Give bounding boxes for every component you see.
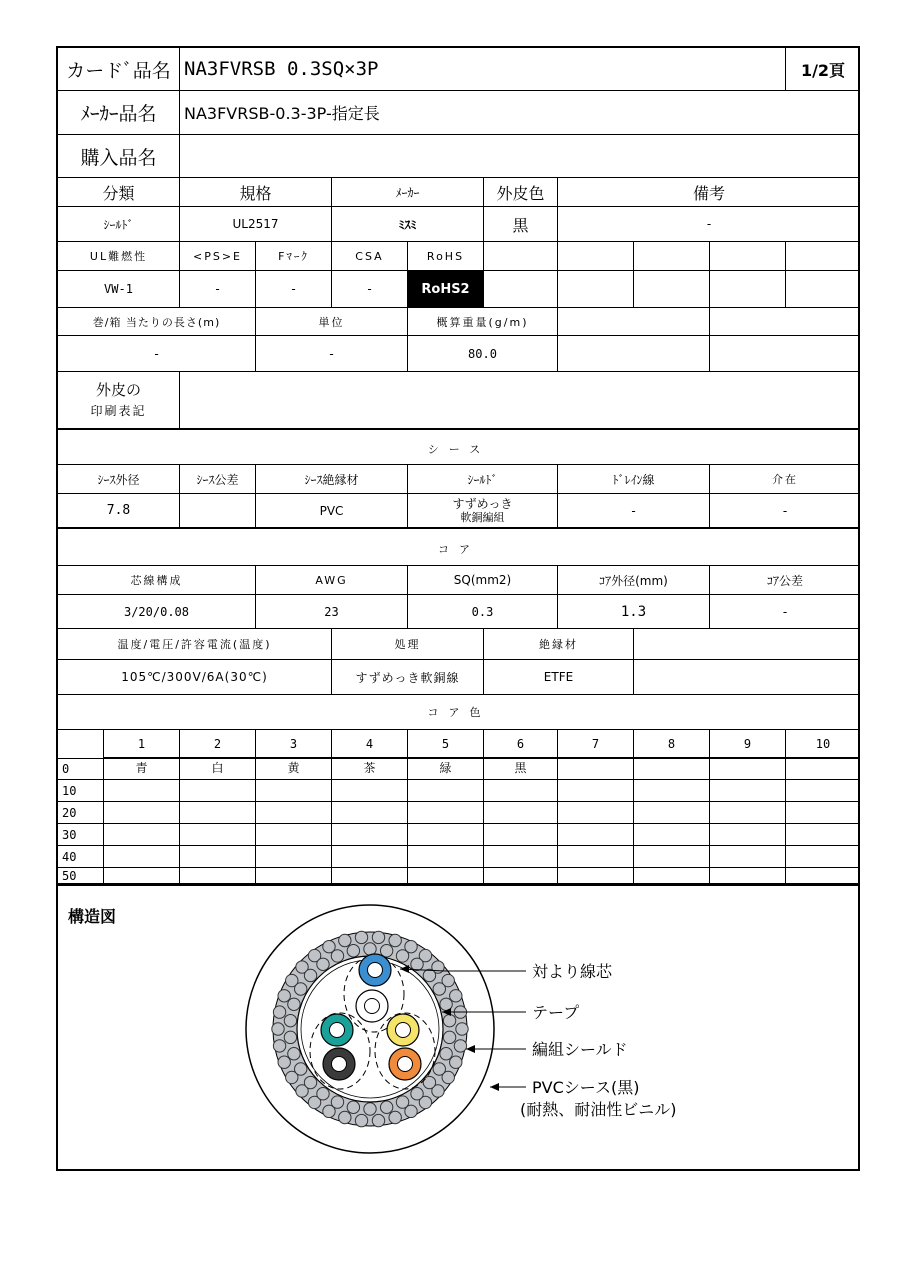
core-value-od: 1.3 bbox=[558, 595, 710, 629]
class-header-maker: ﾒｰｶｰ bbox=[332, 178, 484, 207]
diagram-label-2: テープ bbox=[532, 1003, 580, 1022]
sheath-value-insulation: PVC bbox=[256, 494, 408, 529]
core-header-strand: 芯線構成 bbox=[58, 566, 256, 595]
braid-strand bbox=[443, 1014, 455, 1026]
core-color-cell bbox=[332, 846, 408, 868]
purchase-name-label: 購入品名 bbox=[58, 135, 180, 178]
braid-strand bbox=[423, 1076, 435, 1088]
braid-strand bbox=[372, 1114, 384, 1126]
core-header-sq: SQ(mm2) bbox=[408, 566, 558, 595]
core-color-cell bbox=[180, 868, 256, 884]
cert-value-empty-3 bbox=[634, 271, 710, 308]
core-blue-conductor bbox=[368, 963, 383, 978]
braid-strand bbox=[396, 1096, 408, 1108]
braid-strand bbox=[273, 1040, 285, 1052]
length-header-per-box: 巻/箱 当たりの長さ(m) bbox=[58, 308, 256, 336]
braid-strand bbox=[278, 990, 290, 1002]
core-color-cell bbox=[786, 780, 860, 802]
core-yellow-conductor bbox=[396, 1023, 411, 1038]
core-color-cell: 白 bbox=[180, 759, 256, 780]
cert-value-fmark: - bbox=[256, 271, 332, 308]
braid-strand bbox=[317, 958, 329, 970]
core-color-cell bbox=[104, 846, 180, 868]
sheath-value-filler: - bbox=[710, 494, 860, 529]
sheath-value-tolerance bbox=[180, 494, 256, 529]
core-color-cell: 茶 bbox=[332, 759, 408, 780]
core-color-cell: 青 bbox=[104, 759, 180, 780]
braid-strand bbox=[411, 958, 423, 970]
core-color-cell bbox=[558, 824, 634, 846]
length-header-empty-2 bbox=[710, 308, 860, 336]
core-color-column-8: 8 bbox=[634, 730, 710, 759]
core-color-cell: 黄 bbox=[256, 759, 332, 780]
braid-strand bbox=[443, 1031, 455, 1043]
print-marking-label-line2: 印刷表記 bbox=[90, 404, 147, 418]
class-value-remarks: - bbox=[558, 207, 860, 242]
leader-arrow bbox=[490, 1083, 499, 1091]
print-marking-label bbox=[58, 372, 180, 430]
core-color-cell: 黒 bbox=[484, 759, 558, 780]
grid-bottom-rule bbox=[58, 884, 860, 886]
core-color-cell bbox=[408, 846, 484, 868]
core-header-insulation: 絶縁材 bbox=[484, 629, 634, 660]
cert-header-empty-4 bbox=[710, 242, 786, 271]
core-color-cell bbox=[180, 824, 256, 846]
sheath-header-drain: ﾄﾞﾚｲﾝ線 bbox=[558, 465, 710, 494]
core-header-awg: AWG bbox=[256, 566, 408, 595]
class-value-category: ｼｰﾙﾄﾞ bbox=[58, 207, 180, 242]
core-color-column-2: 2 bbox=[180, 730, 256, 759]
core-color-column-9: 9 bbox=[710, 730, 786, 759]
core-color-cell bbox=[634, 824, 710, 846]
core-color-cell bbox=[104, 824, 180, 846]
core-color-cell bbox=[710, 802, 786, 824]
core-color-cell bbox=[408, 824, 484, 846]
core-color-row-label-40: 40 bbox=[58, 846, 104, 868]
core-color-cell bbox=[256, 846, 332, 868]
core-value-insulation: ETFE bbox=[484, 660, 634, 695]
core-color-row-label-0: 0 bbox=[58, 759, 104, 780]
sheath-title: シース bbox=[58, 434, 860, 465]
cable-cross-section-diagram bbox=[58, 884, 858, 1171]
core-color-cell bbox=[558, 846, 634, 868]
core-color-cell bbox=[484, 868, 558, 884]
sheath-header-insulation: ｼｰｽ絶縁材 bbox=[256, 465, 408, 494]
core-color-cell bbox=[256, 780, 332, 802]
braid-strand bbox=[450, 1056, 462, 1068]
rohs2-badge: RoHS2 bbox=[408, 271, 484, 308]
core-color-cell bbox=[256, 868, 332, 884]
cert-value-empty-4 bbox=[710, 271, 786, 308]
length-value-weight: 80.0 bbox=[408, 336, 558, 372]
braid-strand bbox=[331, 950, 343, 962]
page-number: 1/2頁 bbox=[786, 48, 860, 91]
class-header-standard: 規格 bbox=[180, 178, 332, 207]
core-color-cell bbox=[180, 846, 256, 868]
braid-strand bbox=[423, 969, 435, 981]
purchase-name-value bbox=[180, 135, 860, 178]
core-color-cell bbox=[634, 759, 710, 780]
core-color-cell bbox=[484, 846, 558, 868]
core-color-cell bbox=[634, 802, 710, 824]
sheath-header-shield: ｼｰﾙﾄﾞ bbox=[408, 465, 558, 494]
braid-strand bbox=[317, 1088, 329, 1100]
length-header-unit: 単位 bbox=[256, 308, 408, 336]
braid-strand bbox=[364, 943, 376, 955]
braid-strand bbox=[273, 1006, 285, 1018]
core-color-cell bbox=[104, 802, 180, 824]
core-color-cell bbox=[408, 780, 484, 802]
core-color-row-label-10: 10 bbox=[58, 780, 104, 802]
core-color-cell: 緑 bbox=[408, 759, 484, 780]
cert-value-csa: - bbox=[332, 271, 408, 308]
class-value-color: 黒 bbox=[484, 207, 558, 242]
core-color-cell bbox=[332, 780, 408, 802]
core-color-cell bbox=[786, 759, 860, 780]
core-color-cell bbox=[332, 802, 408, 824]
core-value-sq: 0.3 bbox=[408, 595, 558, 629]
core-value-tolerance: - bbox=[710, 595, 860, 629]
braid-strand bbox=[272, 1023, 284, 1035]
core-value-rating: 105℃/300V/6A(30℃) bbox=[58, 660, 332, 695]
core-color-row-label-20: 20 bbox=[58, 802, 104, 824]
core-color-cell bbox=[710, 780, 786, 802]
cert-value-empty-5 bbox=[786, 271, 860, 308]
length-value-unit: - bbox=[256, 336, 408, 372]
braid-strand bbox=[284, 1031, 296, 1043]
braid-strand bbox=[284, 1014, 296, 1026]
print-marking-label-line1: 外皮の bbox=[95, 381, 141, 399]
spec-sheet bbox=[56, 46, 860, 1171]
sheath-value-shield-line2: 軟銅編組 bbox=[460, 510, 505, 524]
core-color-cell bbox=[634, 780, 710, 802]
core-color-cell bbox=[332, 824, 408, 846]
sheath-value-od: 7.8 bbox=[58, 494, 180, 529]
braid-strand bbox=[364, 1103, 376, 1115]
core-header-tolerance: ｺｱ公差 bbox=[710, 566, 860, 595]
core-color-cell bbox=[558, 780, 634, 802]
braid-strand bbox=[288, 998, 300, 1010]
length-value-per-box: - bbox=[58, 336, 256, 372]
core-color-column-4: 4 bbox=[332, 730, 408, 759]
sheath-header-tolerance: ｼｰｽ公差 bbox=[180, 465, 256, 494]
core-header-treatment: 処理 bbox=[332, 629, 484, 660]
core-green-conductor bbox=[330, 1023, 345, 1038]
diagram-label-3: 編組シールド bbox=[532, 1040, 628, 1059]
core-color-cell bbox=[710, 824, 786, 846]
core-color-cell bbox=[104, 780, 180, 802]
core-color-cell bbox=[634, 846, 710, 868]
cert-header-empty-5 bbox=[786, 242, 860, 271]
core-color-cell bbox=[786, 802, 860, 824]
core-color-row-label-50: 50 bbox=[58, 868, 104, 884]
length-value-empty-1 bbox=[558, 336, 710, 372]
core-color-column-6: 6 bbox=[484, 730, 558, 759]
core-color-cell bbox=[256, 802, 332, 824]
braid-strand bbox=[304, 1076, 316, 1088]
braid-strand bbox=[433, 983, 445, 995]
braid-strand bbox=[433, 1063, 445, 1075]
braid-strand bbox=[339, 1111, 351, 1123]
core-color-row-label-30: 30 bbox=[58, 824, 104, 846]
braid-strand bbox=[440, 1048, 452, 1060]
core-color-cell bbox=[558, 802, 634, 824]
core-color-column-3: 3 bbox=[256, 730, 332, 759]
braid-strand bbox=[389, 1111, 401, 1123]
core-color-cell bbox=[408, 868, 484, 884]
braid-strand bbox=[339, 934, 351, 946]
braid-strand bbox=[304, 969, 316, 981]
maker-name-label: ﾒｰｶｰ品名 bbox=[58, 91, 180, 135]
core-color-cell bbox=[484, 802, 558, 824]
braid-strand bbox=[396, 950, 408, 962]
class-header-remarks: 備考 bbox=[558, 178, 860, 207]
cert-header-csa: CSA bbox=[332, 242, 408, 271]
core-color-cell bbox=[484, 780, 558, 802]
cert-header-empty-2 bbox=[558, 242, 634, 271]
core-black-conductor bbox=[332, 1057, 347, 1072]
class-header-category: 分類 bbox=[58, 178, 180, 207]
length-header-empty-1 bbox=[558, 308, 710, 336]
cert-header-rohs: RoHS bbox=[408, 242, 484, 271]
braid-strand bbox=[450, 990, 462, 1002]
core-header-rating: 温度/電圧/許容電流(温度) bbox=[58, 629, 332, 660]
cert-header-pse: <PS>E bbox=[180, 242, 256, 271]
core-value-strand: 3/20/0.08 bbox=[58, 595, 256, 629]
cert-header-empty-1 bbox=[484, 242, 558, 271]
sheath-value-shield-line1: すずめっき bbox=[452, 496, 513, 511]
core-color-cell bbox=[180, 780, 256, 802]
card-name-label: カードﾞ品名 bbox=[58, 48, 180, 91]
braid-strand bbox=[411, 1088, 423, 1100]
core-color-cell bbox=[710, 846, 786, 868]
diagram-label-5: (耐熱、耐油性ビニル) bbox=[520, 1100, 677, 1119]
sheath-value-drain: - bbox=[558, 494, 710, 529]
braid-strand bbox=[372, 931, 384, 943]
core-value-treatment: すずめっき軟銅線 bbox=[332, 660, 484, 695]
core-color-cell bbox=[634, 868, 710, 884]
maker-name-value: NA3FVRSB-0.3-3P-指定長 bbox=[180, 91, 860, 135]
braid-strand bbox=[355, 931, 367, 943]
cert-value-pse: - bbox=[180, 271, 256, 308]
sheath-value-shield bbox=[408, 494, 558, 529]
structure-diagram-title: 構造図 bbox=[68, 907, 117, 926]
cert-header-empty-3 bbox=[634, 242, 710, 271]
core-color-column-1: 1 bbox=[104, 730, 180, 759]
core-color-cell bbox=[710, 868, 786, 884]
print-marking-value bbox=[180, 372, 860, 430]
braid-strand bbox=[454, 1040, 466, 1052]
core-orange-conductor bbox=[398, 1057, 413, 1072]
core-color-cell bbox=[786, 868, 860, 884]
core-color-cell bbox=[558, 868, 634, 884]
core-color-cell bbox=[786, 846, 860, 868]
braid-strand bbox=[278, 1056, 290, 1068]
core-color-cell bbox=[332, 868, 408, 884]
braid-strand bbox=[389, 934, 401, 946]
core-color-cell bbox=[710, 759, 786, 780]
braid-strand bbox=[295, 983, 307, 995]
core-value-awg: 23 bbox=[256, 595, 408, 629]
cert-value-empty-1 bbox=[484, 271, 558, 308]
core-color-cell bbox=[786, 824, 860, 846]
braid-strand bbox=[355, 1114, 367, 1126]
core-color-column-5: 5 bbox=[408, 730, 484, 759]
core-color-corner bbox=[58, 730, 104, 759]
class-value-standard: UL2517 bbox=[180, 207, 332, 242]
core-color-column-7: 7 bbox=[558, 730, 634, 759]
length-value-empty-2 bbox=[710, 336, 860, 372]
braid-strand bbox=[331, 1096, 343, 1108]
braid-strand bbox=[380, 1101, 392, 1113]
cert-header-fmark: Fﾏｰｸ bbox=[256, 242, 332, 271]
core-header-od: ｺｱ外径(mm) bbox=[558, 566, 710, 595]
core-color-cell bbox=[408, 802, 484, 824]
core-color-cell bbox=[180, 802, 256, 824]
core-color-column-10: 10 bbox=[786, 730, 860, 759]
braid-strand bbox=[456, 1023, 468, 1035]
braid-strand bbox=[295, 1063, 307, 1075]
core-color-cell bbox=[256, 824, 332, 846]
sheath-header-od: ｼｰｽ外径 bbox=[58, 465, 180, 494]
braid-strand bbox=[288, 1048, 300, 1060]
core-white-conductor bbox=[365, 999, 380, 1014]
core-color-title: コア色 bbox=[58, 695, 860, 730]
diagram-label-1: 対より線芯 bbox=[532, 962, 613, 981]
core-header-empty bbox=[634, 629, 860, 660]
cert-value-empty-2 bbox=[558, 271, 634, 308]
braid-strand bbox=[347, 1101, 359, 1113]
class-header-color: 外皮色 bbox=[484, 178, 558, 207]
braid-strand bbox=[347, 945, 359, 957]
diagram-label-4: PVCシース(黒) bbox=[532, 1078, 640, 1097]
cert-header-ul: UL難燃性 bbox=[58, 242, 180, 271]
cert-value-ul: VW-1 bbox=[58, 271, 180, 308]
core-value-empty bbox=[634, 660, 860, 695]
length-header-weight: 概算重量(g/m) bbox=[408, 308, 558, 336]
class-value-maker: ﾐｽﾐ bbox=[332, 207, 484, 242]
core-color-cell bbox=[104, 868, 180, 884]
sheath-header-filler: 介在 bbox=[710, 465, 860, 494]
card-name-value: NA3FVRSB 0.3SQ×3P bbox=[180, 48, 786, 91]
core-color-cell bbox=[484, 824, 558, 846]
core-color-cell bbox=[558, 759, 634, 780]
core-title: コア bbox=[58, 533, 860, 566]
